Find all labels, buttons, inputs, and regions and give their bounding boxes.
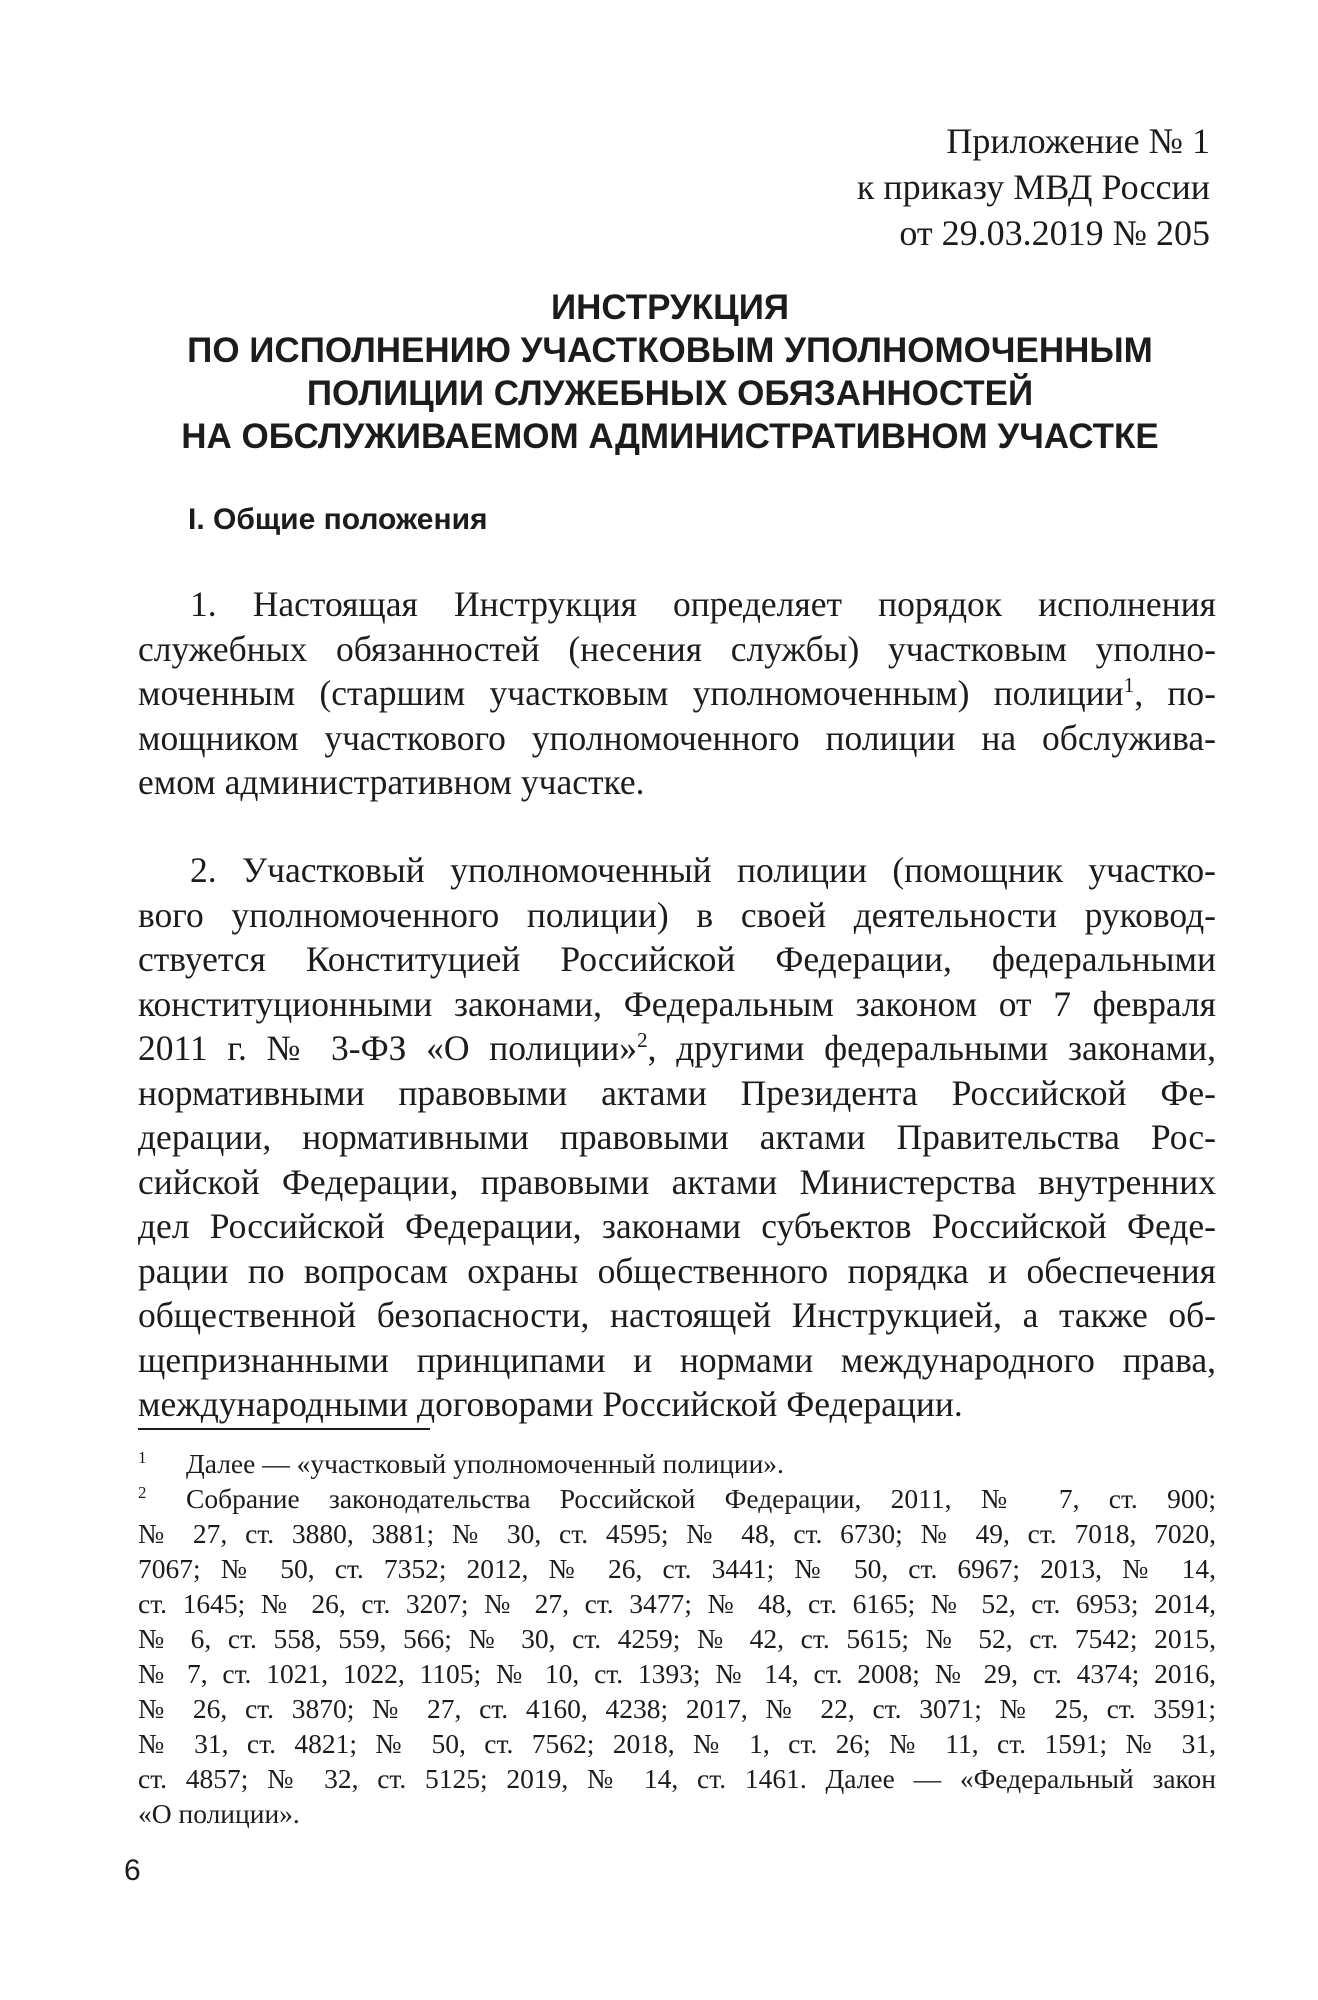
paragraph-line: 2. Участковый уполномоченный полиции (помощник участко-: [190, 850, 1216, 890]
paragraph-line: 1. Настоящая Инструкция определяет порядок исполнения: [190, 584, 1216, 624]
document-title: [130, 286, 1210, 458]
title-line: ПО ИСПОЛНЕНИЮ УЧАСТКОВЫМ УПОЛНОМОЧЕННЫМ: [187, 331, 1153, 370]
footnote-line: № 31, ст. 4821; № 50, ст. 7562; 2018, № 1, ст. 26; № 11, ст. 1591; № 31,: [138, 1728, 1216, 1759]
footnote-line: Собрание законодательства Российской Федерации, 2011, № 7, ст. 900;: [186, 1483, 1216, 1514]
footnote-line: № 7, ст. 1021, 1022, 1105; № 10, ст. 1393; № 14, ст. 2008; № 29, ст. 4374; 2016,: [138, 1658, 1216, 1689]
paragraph-line: дел Российской Федерации, законами субъектов Российской Феде-: [138, 1206, 1216, 1246]
line-text: , по-: [1134, 673, 1216, 713]
title-line: НА ОБСЛУЖИВАЕМОМ АДМИНИСТРАТИВНОМ УЧАСТКЕ: [181, 417, 1159, 456]
paragraph-line: [138, 1026, 1216, 1071]
paragraph-line: ствуется Конституцией Российской Федерации, федеральными: [138, 939, 1216, 979]
title-line: ИНСТРУКЦИЯ: [550, 288, 790, 327]
footnote-1: [138, 1446, 1216, 1481]
paragraph-line: рации по вопросам охраны общественного порядка и обеспечения: [138, 1250, 1216, 1291]
footnote-line: Далее — «участковый уполномоченный полиции».: [186, 1448, 784, 1479]
line-text: моченным (старшим участковым уполномоченным) полиции: [138, 673, 1124, 713]
paragraph-line: общественной безопасности, настоящей Инструкцией, а также об-: [138, 1295, 1216, 1335]
appendix-reference: [857, 118, 1210, 256]
footnote-ref-1[interactable]: 1: [1123, 673, 1135, 698]
footnote-line: № 26, ст. 3870; № 27, ст. 4160, 4238; 2017, № 22, ст. 3071; № 25, ст. 3591;: [138, 1693, 1216, 1724]
footnote-2-continuation: [138, 1516, 1216, 1831]
line-text: , другими федеральными законами,: [647, 1028, 1217, 1068]
appendix-line: от 29.03.2019 № 205: [899, 213, 1210, 253]
paragraph-line: международными договорами Российской Федерации.: [138, 1384, 963, 1424]
appendix-line: Приложение № 1: [946, 121, 1210, 161]
footnote-line: ст. 1645; № 26, ст. 3207; № 27, ст. 3477; № 48, ст. 6165; № 52, ст. 6953; 2014,: [138, 1588, 1216, 1619]
footnote-line: 7067; № 50, ст. 7352; 2012, № 26, ст. 3441; № 50, ст. 6967; 2013, № 14,: [138, 1553, 1216, 1584]
paragraph-2: [138, 848, 1216, 1427]
footnote-line: № 6, ст. 558, 559, 566; № 30, ст. 4259; № 42, ст. 5615; № 52, ст. 7542; 2015,: [138, 1623, 1216, 1654]
paragraph-line: нормативными правовыми актами Президента Российской Фе-: [138, 1072, 1216, 1113]
paragraph-line: [138, 671, 1216, 716]
paragraph-line: мощником участкового уполномоченного полиции на обслужива-: [138, 717, 1216, 758]
paragraph-1: [138, 582, 1216, 805]
title-line: ПОЛИЦИИ СЛУЖЕБНЫХ ОБЯЗАННОСТЕЙ: [306, 374, 1034, 413]
footnote-number: 1: [138, 1448, 147, 1467]
footnote-number: 2: [138, 1483, 147, 1502]
footnote-2: [138, 1481, 1216, 1516]
paragraph-line: конституционными законами, Федеральным законом от 7 февраля: [138, 983, 1216, 1024]
paragraph-line: щепризнанными принципами и нормами международного права,: [138, 1339, 1216, 1380]
section-heading: I. Общие положения: [188, 503, 488, 536]
footnote-ref-2[interactable]: 2: [636, 1028, 648, 1053]
footnotes: [138, 1446, 1216, 1831]
paragraph-line: дерации, нормативными правовыми актами Правительства Рос-: [138, 1117, 1216, 1157]
paragraph-line: сийской Федерации, правовыми актами Министерства внутренних: [138, 1161, 1216, 1202]
footnote-line: № 27, ст. 3880, 3881; № 30, ст. 4595; № 48, ст. 6730; № 49, ст. 7018, 7020,: [138, 1518, 1216, 1549]
footnote-line: ст. 4857; № 32, ст. 5125; 2019, № 14, ст. 1461. Далее — «Федеральный закон: [138, 1763, 1216, 1794]
page-number: 6: [124, 1854, 141, 1887]
paragraph-line: вого уполномоченного полиции) в своей деятельности руковод-: [138, 894, 1216, 935]
appendix-line: к приказу МВД России: [856, 167, 1210, 207]
paragraph-line: емом административном участке.: [138, 762, 645, 802]
paragraph-line: служебных обязанностей (несения службы) участковым уполно-: [138, 628, 1216, 669]
line-text: 2011 г. № 3-ФЗ «О полиции»: [138, 1028, 637, 1068]
footnote-line: «О полиции».: [138, 1798, 300, 1829]
footnote-divider: [138, 1428, 430, 1430]
